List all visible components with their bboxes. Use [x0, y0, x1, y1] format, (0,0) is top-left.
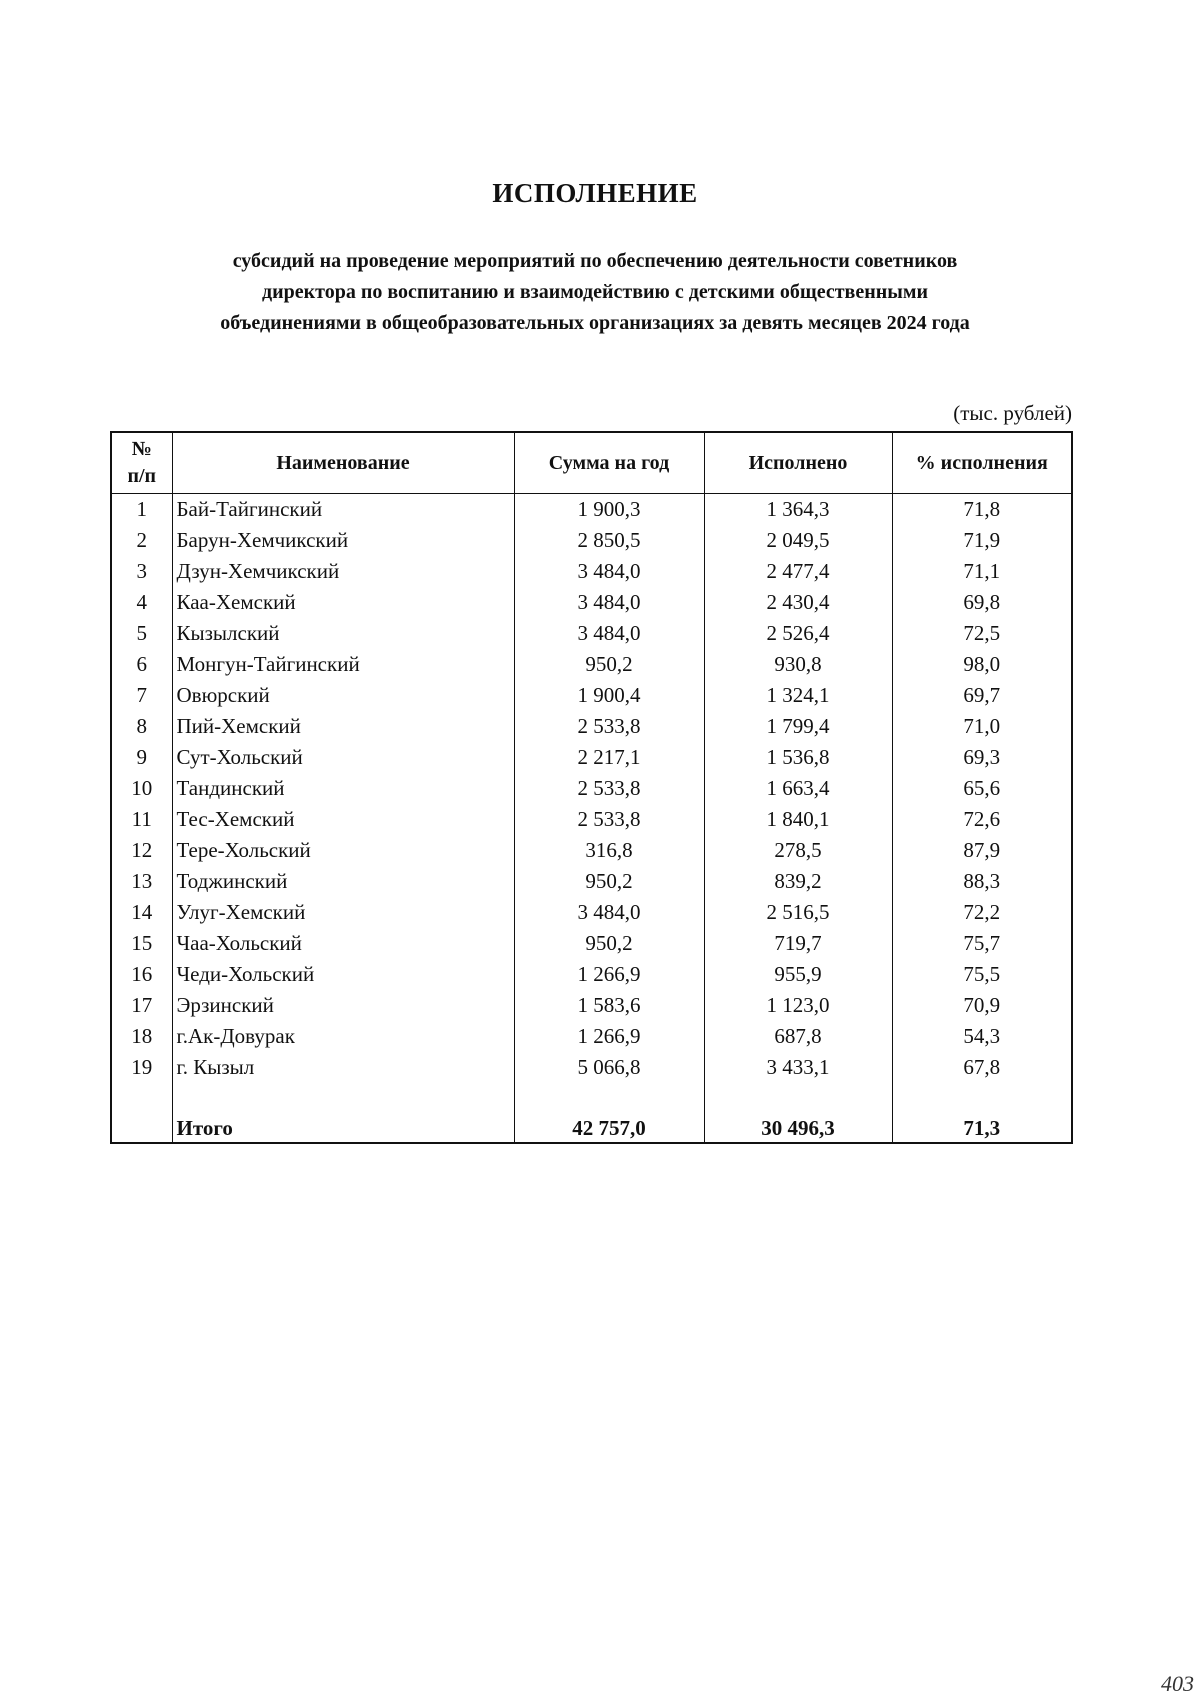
table-row	[111, 711, 1072, 742]
row-name: Улуг-Хемский	[172, 897, 514, 928]
row-name: Тандинский	[172, 773, 514, 804]
table-row	[111, 494, 1072, 526]
row-name: Сут-Хольский	[172, 742, 514, 773]
row-percent: 69,8	[892, 587, 1072, 618]
table-row	[111, 897, 1072, 928]
row-name: Дзун-Хемчикский	[172, 556, 514, 587]
row-done: 1 364,3	[704, 494, 892, 526]
units-note: (тыс. рублей)	[953, 401, 1072, 425]
row-sum: 1 900,3	[514, 494, 704, 526]
table-row	[111, 1052, 1072, 1083]
row-name: Каа-Хемский	[172, 587, 514, 618]
row-done: 955,9	[704, 959, 892, 990]
table-row	[111, 804, 1072, 835]
header-sum: Сумма на год	[514, 432, 704, 494]
row-percent: 72,6	[892, 804, 1072, 835]
row-percent: 88,3	[892, 866, 1072, 897]
total-number-cell	[111, 1108, 172, 1143]
table-row	[111, 680, 1072, 711]
row-sum: 3 484,0	[514, 587, 704, 618]
row-sum: 2 850,5	[514, 525, 704, 556]
row-name: Тоджинский	[172, 866, 514, 897]
table-row	[111, 525, 1072, 556]
header-name: Наименование	[172, 432, 514, 494]
row-name: Тес-Хемский	[172, 804, 514, 835]
row-percent: 75,7	[892, 928, 1072, 959]
row-number: 8	[111, 711, 172, 742]
row-percent: 70,9	[892, 990, 1072, 1021]
document-title: ИСПОЛНЕНИЕ	[492, 178, 698, 208]
row-number: 10	[111, 773, 172, 804]
row-sum: 5 066,8	[514, 1052, 704, 1083]
table-row	[111, 587, 1072, 618]
row-number: 3	[111, 556, 172, 587]
row-done: 2 477,4	[704, 556, 892, 587]
subtitle-line: субсидий на проведение мероприятий по обеспечению деятельности советников	[232, 250, 958, 272]
row-percent: 72,5	[892, 618, 1072, 649]
row-done: 2 516,5	[704, 897, 892, 928]
header-number-sign: №	[131, 438, 152, 460]
row-percent: 69,7	[892, 680, 1072, 711]
row-percent: 87,9	[892, 835, 1072, 866]
row-number: 18	[111, 1021, 172, 1052]
execution-table	[110, 431, 1073, 1144]
table-row	[111, 649, 1072, 680]
row-sum: 1 266,9	[514, 1021, 704, 1052]
total-sum: 42 757,0	[514, 1108, 704, 1143]
row-done: 2 430,4	[704, 587, 892, 618]
table-row	[111, 990, 1072, 1021]
row-sum: 1 266,9	[514, 959, 704, 990]
row-sum: 950,2	[514, 928, 704, 959]
total-percent: 71,3	[892, 1108, 1072, 1143]
row-done: 839,2	[704, 866, 892, 897]
row-percent: 75,5	[892, 959, 1072, 990]
total-row	[111, 1108, 1072, 1143]
header-percent: % исполнения	[892, 432, 1072, 494]
row-percent: 65,6	[892, 773, 1072, 804]
row-sum: 2 533,8	[514, 804, 704, 835]
table-row	[111, 742, 1072, 773]
row-percent: 72,2	[892, 897, 1072, 928]
row-number: 14	[111, 897, 172, 928]
row-done: 930,8	[704, 649, 892, 680]
row-sum: 3 484,0	[514, 618, 704, 649]
row-done: 2 526,4	[704, 618, 892, 649]
row-number: 19	[111, 1052, 172, 1083]
row-sum: 3 484,0	[514, 556, 704, 587]
row-sum: 950,2	[514, 866, 704, 897]
page-number: 403	[1161, 1671, 1194, 1696]
row-percent: 71,8	[892, 494, 1072, 526]
row-sum: 2 533,8	[514, 773, 704, 804]
row-percent: 71,9	[892, 525, 1072, 556]
row-number: 12	[111, 835, 172, 866]
row-number: 16	[111, 959, 172, 990]
table-row	[111, 773, 1072, 804]
row-done: 719,7	[704, 928, 892, 959]
row-number: 11	[111, 804, 172, 835]
row-name: Чеди-Хольский	[172, 959, 514, 990]
row-sum: 1 900,4	[514, 680, 704, 711]
row-done: 278,5	[704, 835, 892, 866]
row-name: Тере-Хольский	[172, 835, 514, 866]
table-row	[111, 866, 1072, 897]
table-row	[111, 928, 1072, 959]
row-name: Бай-Тайгинский	[172, 494, 514, 526]
table-row	[111, 618, 1072, 649]
row-done: 2 049,5	[704, 525, 892, 556]
row-done: 1 799,4	[704, 711, 892, 742]
row-done: 1 840,1	[704, 804, 892, 835]
row-sum: 316,8	[514, 835, 704, 866]
row-percent: 54,3	[892, 1021, 1072, 1052]
total-label: Итого	[172, 1108, 514, 1143]
table-row	[111, 556, 1072, 587]
row-percent: 69,3	[892, 742, 1072, 773]
row-done: 3 433,1	[704, 1052, 892, 1083]
spacer-row	[111, 1083, 1072, 1108]
row-percent: 98,0	[892, 649, 1072, 680]
row-done: 687,8	[704, 1021, 892, 1052]
row-name: г. Кызыл	[172, 1052, 514, 1083]
row-sum: 2 533,8	[514, 711, 704, 742]
row-sum: 1 583,6	[514, 990, 704, 1021]
row-number: 1	[111, 494, 172, 526]
table-row	[111, 835, 1072, 866]
table-header-row	[111, 432, 1072, 494]
row-name: Овюрский	[172, 680, 514, 711]
row-done: 1 663,4	[704, 773, 892, 804]
row-number: 2	[111, 525, 172, 556]
row-done: 1 536,8	[704, 742, 892, 773]
row-number: 5	[111, 618, 172, 649]
header-done: Исполнено	[704, 432, 892, 494]
row-number: 15	[111, 928, 172, 959]
row-name: Чаа-Хольский	[172, 928, 514, 959]
row-name: Эрзинский	[172, 990, 514, 1021]
table-row	[111, 959, 1072, 990]
row-sum: 3 484,0	[514, 897, 704, 928]
document-subtitle	[120, 246, 1070, 339]
subtitle-line: директора по воспитанию и взаимодействию с детскими общественными	[261, 281, 929, 303]
subtitle-line: объединениями в общеобразовательных организациях за девять месяцев 2024 года	[220, 312, 970, 334]
row-name: Пий-Хемский	[172, 711, 514, 742]
row-percent: 67,8	[892, 1052, 1072, 1083]
row-number: 13	[111, 866, 172, 897]
table-row	[111, 1021, 1072, 1052]
row-name: Барун-Хемчикский	[172, 525, 514, 556]
header-number-abbr: п/п	[127, 465, 157, 487]
row-percent: 71,0	[892, 711, 1072, 742]
row-percent: 71,1	[892, 556, 1072, 587]
row-name: г.Ак-Довурак	[172, 1021, 514, 1052]
row-number: 7	[111, 680, 172, 711]
total-done: 30 496,3	[704, 1108, 892, 1143]
row-number: 4	[111, 587, 172, 618]
row-sum: 2 217,1	[514, 742, 704, 773]
row-name: Кызылский	[172, 618, 514, 649]
row-number: 6	[111, 649, 172, 680]
row-number: 17	[111, 990, 172, 1021]
row-sum: 950,2	[514, 649, 704, 680]
row-name: Монгун-Тайгинский	[172, 649, 514, 680]
row-done: 1 324,1	[704, 680, 892, 711]
row-number: 9	[111, 742, 172, 773]
header-number	[111, 432, 172, 494]
row-done: 1 123,0	[704, 990, 892, 1021]
